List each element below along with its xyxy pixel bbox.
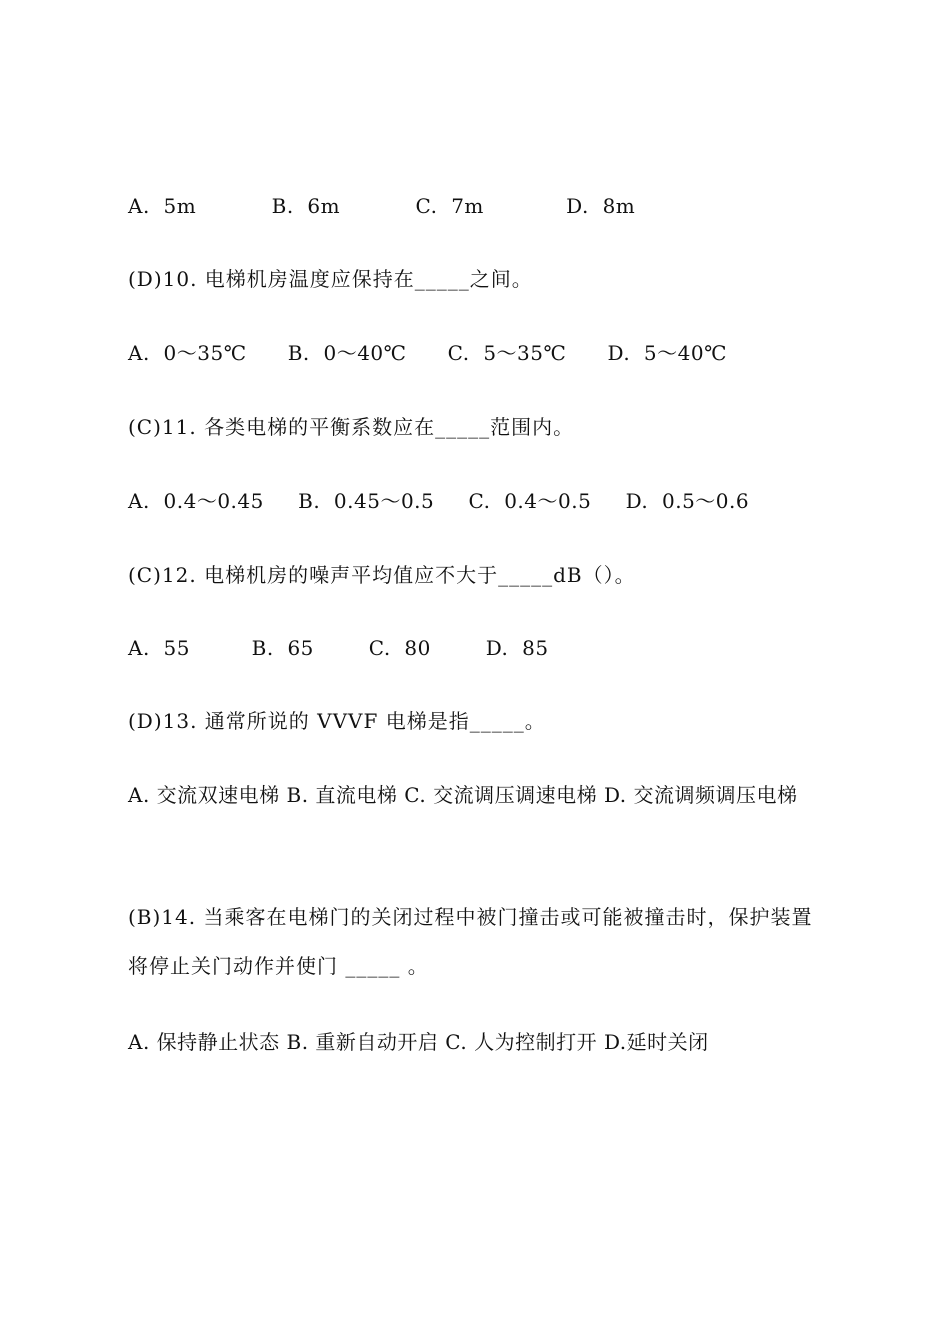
question-10: (D)10. 电梯机房温度应保持在_____之间。 <box>128 267 533 291</box>
options-q9: A. 5m B. 6m C. 7m D. 8m <box>128 194 636 218</box>
question-11: (C)11. 各类电梯的平衡系数应在_____范围内。 <box>128 415 575 439</box>
question-13: (D)13. 通常所说的 VVVF 电梯是指_____。 <box>128 709 546 733</box>
options-q10: A. 0～35℃ B. 0～40℃ C. 5～35℃ D. 5～40℃ <box>128 341 727 365</box>
options-q13: A. 交流双速电梯 B. 直流电梯 C. 交流调压调速电梯 D. 交流调频调压电梯 <box>128 783 798 807</box>
question-14: (B)14. 当乘客在电梯门的关闭过程中被门撞击或可能被撞击时，保护装置将停止关门动作并使门 _____ 。 <box>128 905 813 978</box>
options-q14: A. 保持静止状态 B. 重新自动开启 C. 人为控制打开 D.延时关闭 <box>128 1030 709 1054</box>
question-12: (C)12. 电梯机房的噪声平均值应不大于_____dB（）。 <box>128 563 636 587</box>
options-q12: A. 55 B. 65 C. 80 D. 85 <box>128 636 549 660</box>
options-q11: A. 0.4～0.45 B. 0.45～0.5 C. 0.4～0.5 D. 0.5～0.6 <box>128 489 750 513</box>
